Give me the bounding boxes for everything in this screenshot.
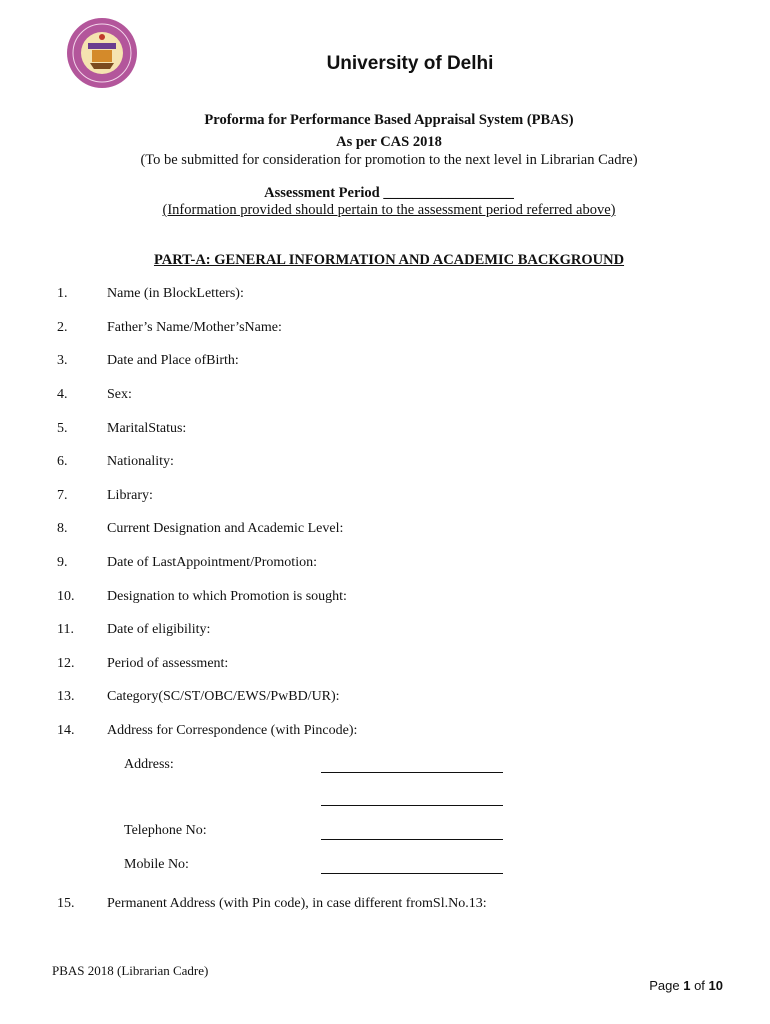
- form-subtitle: As per CAS 2018: [336, 134, 442, 150]
- item-label-current-designation: Current Designation and Academic Level:: [107, 521, 344, 536]
- of-word: of: [694, 978, 705, 993]
- page-total: 10: [708, 978, 723, 993]
- address-line-1[interactable]: [321, 772, 503, 773]
- assessment-period: Assessment Period __________________: [264, 185, 514, 201]
- item-number: 2.: [57, 320, 68, 335]
- item-number: 13.: [57, 689, 75, 704]
- item-number: 3.: [57, 353, 68, 368]
- address-line-2[interactable]: [321, 805, 503, 806]
- item-number: 8.: [57, 521, 68, 536]
- item-number: 15.: [57, 896, 75, 911]
- mobile-label: Mobile No:: [124, 857, 189, 872]
- page-word: Page: [649, 978, 680, 993]
- form-title: Proforma for Performance Based Appraisal System (PBAS): [204, 112, 574, 128]
- item-number: 6.: [57, 454, 68, 469]
- footer-doc-name: PBAS 2018 (Librarian Cadre): [52, 963, 209, 978]
- item-label-assessment-period: Period of assessment:: [107, 656, 229, 671]
- item-label-eligibility-date: Date of eligibility:: [107, 622, 211, 637]
- item-number: 9.: [57, 555, 68, 570]
- address-label: Address:: [124, 757, 174, 772]
- item-number: 11.: [57, 622, 74, 637]
- item-label-marital-status: MaritalStatus:: [107, 421, 187, 436]
- item-number: 7.: [57, 488, 68, 503]
- assessment-note: (Information provided should pertain to the assessment period referred above): [162, 202, 616, 218]
- item-number: 12.: [57, 656, 75, 671]
- item-label-name: Name (in BlockLetters):: [107, 286, 244, 301]
- page-current: 1: [683, 978, 691, 993]
- item-number: 10.: [57, 589, 75, 604]
- item-label-correspondence-address: Address for Correspondence (with Pincode):: [107, 723, 358, 738]
- page-number: [649, 978, 723, 993]
- item-label-library: Library:: [107, 488, 153, 503]
- item-label-promotion-designation: Designation to which Promotion is sought:: [107, 589, 347, 604]
- item-number: 1.: [57, 286, 68, 301]
- item-label-last-appointment: Date of LastAppointment/Promotion:: [107, 555, 317, 570]
- university-name: University of Delhi: [326, 53, 494, 74]
- item-number: 4.: [57, 387, 68, 402]
- mobile-line[interactable]: [321, 873, 503, 874]
- telephone-line[interactable]: [321, 839, 503, 840]
- item-label-sex: Sex:: [107, 387, 132, 402]
- item-label-birth: Date and Place ofBirth:: [107, 353, 239, 368]
- item-label-permanent-address: Permanent Address (with Pin code), in case different fromSl.No.13:: [107, 896, 487, 911]
- item-label-parent-name: Father’s Name/Mother’sName:: [107, 320, 282, 335]
- item-number: 5.: [57, 421, 68, 436]
- part-a-heading: PART-A: GENERAL INFORMATION AND ACADEMIC BACKGROUND: [153, 252, 625, 268]
- item-label-category: Category(SC/ST/OBC/EWS/PwBD/UR):: [107, 689, 340, 704]
- item-number: 14.: [57, 723, 75, 738]
- form-instruction: (To be submitted for consideration for promotion to the next level in Librarian Cadre): [140, 152, 638, 168]
- telephone-label: Telephone No:: [124, 823, 207, 838]
- item-label-nationality: Nationality:: [107, 454, 174, 469]
